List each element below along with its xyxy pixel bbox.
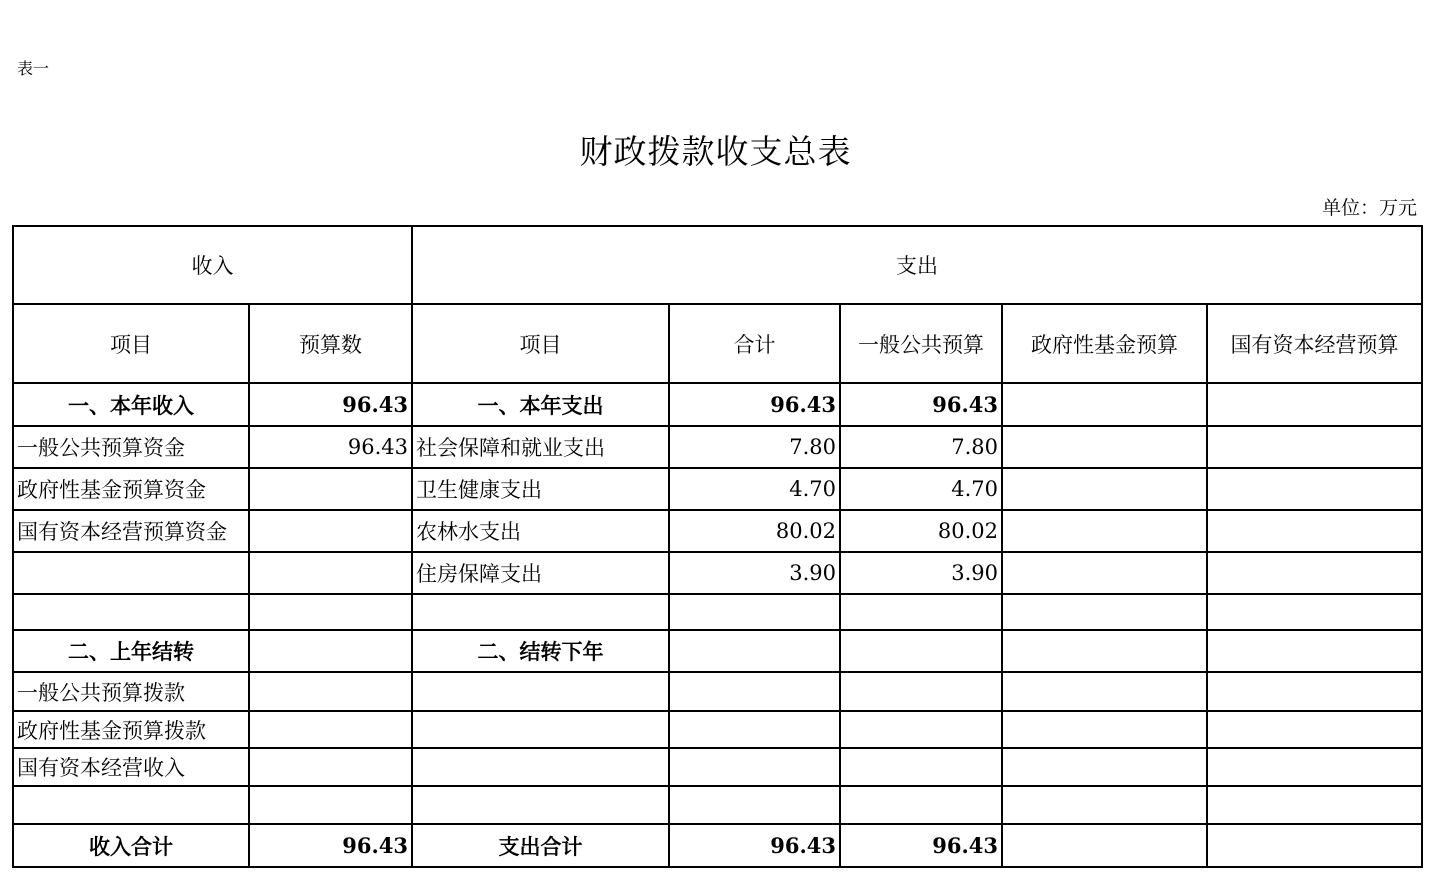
- general-budget-cell: 7.80: [840, 426, 1002, 468]
- table-row: [13, 711, 1422, 748]
- income-total-value: 96.43: [249, 824, 412, 867]
- gov-fund-cell: [1002, 552, 1207, 594]
- income-value-cell: [249, 748, 412, 786]
- state-capital-cell: [1207, 672, 1422, 711]
- table-row: [13, 594, 1422, 630]
- gov-fund-cell: [1002, 510, 1207, 552]
- general-budget-cell: [840, 594, 1002, 630]
- gov-fund-budget-header: 政府性基金预算: [1002, 304, 1207, 383]
- state-capital-cell: [1207, 510, 1422, 552]
- state-capital-cell: [1207, 552, 1422, 594]
- general-budget-header: 一般公共预算: [840, 304, 1002, 383]
- general-budget-cell: 80.02: [840, 510, 1002, 552]
- state-capital-cell: [1207, 711, 1422, 748]
- income-item-cell: [13, 552, 249, 594]
- expense-section-header: 支出: [412, 226, 1422, 304]
- total-cell: [669, 748, 840, 786]
- state-capital-cell: [1207, 468, 1422, 510]
- table-row: [13, 510, 1422, 552]
- income-value-cell: 96.43: [249, 426, 412, 468]
- income-section-header: 收入: [13, 226, 412, 304]
- income-value-cell: [249, 552, 412, 594]
- totals-row: [13, 824, 1422, 867]
- gov-fund-cell: [1002, 630, 1207, 672]
- total-cell: 96.43: [669, 824, 840, 867]
- total-cell: 80.02: [669, 510, 840, 552]
- income-value-cell: [249, 510, 412, 552]
- gov-fund-cell: [1002, 594, 1207, 630]
- total-cell: [669, 594, 840, 630]
- general-budget-cell: [840, 748, 1002, 786]
- unit-label: 单位：万元: [1321, 197, 1417, 219]
- total-cell: [669, 630, 840, 672]
- column-header-row: [13, 304, 1422, 383]
- income-item-cell: [13, 594, 249, 630]
- general-budget-cell: [840, 672, 1002, 711]
- gov-fund-cell: [1002, 383, 1207, 426]
- income-value-cell: [249, 672, 412, 711]
- income-item-cell: 政府性基金预算资金: [13, 468, 249, 510]
- general-budget-cell: [840, 786, 1002, 824]
- income-item-cell: 二、上年结转: [13, 630, 249, 672]
- income-value-cell: [249, 630, 412, 672]
- income-item-cell: 国有资本经营收入: [13, 748, 249, 786]
- income-item-cell: 一、本年收入: [13, 383, 249, 426]
- expense-item-header: 项目: [412, 304, 669, 383]
- state-capital-budget-header: 国有资本经营预算: [1207, 304, 1422, 383]
- state-capital-cell: [1207, 383, 1422, 426]
- table-row: [13, 552, 1422, 594]
- total-cell: 3.90: [669, 552, 840, 594]
- state-capital-cell: [1207, 426, 1422, 468]
- income-value-cell: [249, 786, 412, 824]
- income-item-cell: 一般公共预算拨款: [13, 672, 249, 711]
- income-item-cell: 政府性基金预算拨款: [13, 711, 249, 748]
- income-item-cell: 一般公共预算资金: [13, 426, 249, 468]
- income-value-cell: 96.43: [249, 383, 412, 426]
- expense-item-cell: 社会保障和就业支出: [412, 426, 669, 468]
- section-header-row: [13, 226, 1422, 304]
- expense-item-cell: [412, 786, 669, 824]
- income-item-cell: [13, 786, 249, 824]
- general-budget-cell: 96.43: [840, 383, 1002, 426]
- income-value-cell: [249, 711, 412, 748]
- gov-fund-cell: [1002, 711, 1207, 748]
- state-capital-cell: [1207, 824, 1422, 867]
- income-budget-header: 预算数: [249, 304, 412, 383]
- table-row: [13, 426, 1422, 468]
- total-cell: [669, 711, 840, 748]
- total-cell: 7.80: [669, 426, 840, 468]
- sheet-label: 表一: [17, 59, 50, 78]
- table-row: [13, 630, 1422, 672]
- total-cell: [669, 786, 840, 824]
- state-capital-cell: [1207, 748, 1422, 786]
- general-budget-cell: 96.43: [840, 824, 1002, 867]
- general-budget-cell: [840, 630, 1002, 672]
- general-budget-cell: 4.70: [840, 468, 1002, 510]
- total-cell: [669, 672, 840, 711]
- page-title: 财政拨款收支总表: [579, 132, 852, 171]
- total-header: 合计: [669, 304, 840, 383]
- income-total-label: 收入合计: [13, 824, 249, 867]
- table-row: [13, 748, 1422, 786]
- expense-item-cell: [412, 594, 669, 630]
- expense-item-cell: 农林水支出: [412, 510, 669, 552]
- income-value-cell: [249, 468, 412, 510]
- expense-item-cell: 二、结转下年: [412, 630, 669, 672]
- gov-fund-cell: [1002, 426, 1207, 468]
- expense-item-cell: [412, 748, 669, 786]
- budget-table: [12, 225, 1423, 868]
- gov-fund-cell: [1002, 468, 1207, 510]
- expense-item-cell: 住房保障支出: [412, 552, 669, 594]
- table-row: [13, 786, 1422, 824]
- state-capital-cell: [1207, 630, 1422, 672]
- gov-fund-cell: [1002, 824, 1207, 867]
- state-capital-cell: [1207, 786, 1422, 824]
- expense-item-cell: [412, 672, 669, 711]
- table-row: [13, 672, 1422, 711]
- income-value-cell: [249, 594, 412, 630]
- expense-total-label: 支出合计: [412, 824, 669, 867]
- total-cell: 96.43: [669, 383, 840, 426]
- income-item-header: 项目: [13, 304, 249, 383]
- general-budget-cell: [840, 711, 1002, 748]
- income-item-cell: 国有资本经营预算资金: [13, 510, 249, 552]
- gov-fund-cell: [1002, 786, 1207, 824]
- gov-fund-cell: [1002, 748, 1207, 786]
- state-capital-cell: [1207, 594, 1422, 630]
- expense-item-cell: 一、本年支出: [412, 383, 669, 426]
- gov-fund-cell: [1002, 672, 1207, 711]
- expense-item-cell: [412, 711, 669, 748]
- general-budget-cell: 3.90: [840, 552, 1002, 594]
- table-row: [13, 468, 1422, 510]
- table-row: [13, 383, 1422, 426]
- expense-item-cell: 卫生健康支出: [412, 468, 669, 510]
- total-cell: 4.70: [669, 468, 840, 510]
